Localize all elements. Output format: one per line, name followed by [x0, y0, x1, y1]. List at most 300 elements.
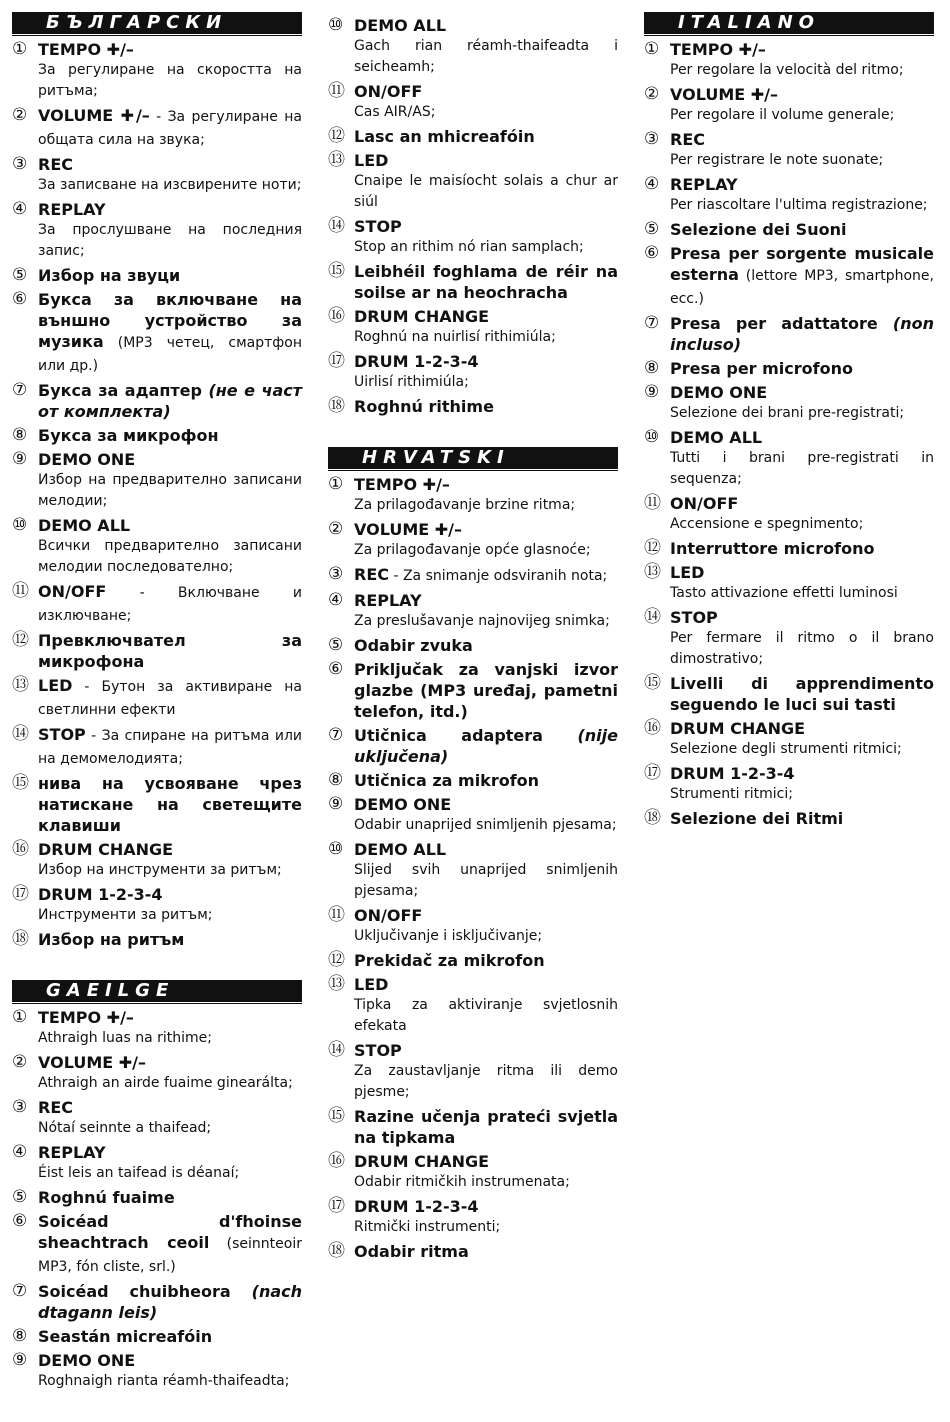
language-header: GAEILGE: [12, 980, 302, 1003]
item-body: [354, 905, 618, 947]
list-item: [12, 39, 302, 102]
item-description: Slijed svih unaprijed snimljenih pjesama;: [354, 862, 618, 899]
item-number: ⑥: [644, 243, 660, 263]
item-title: [38, 1187, 302, 1208]
item-body: [38, 1187, 302, 1208]
item-number: ⑭: [328, 1040, 345, 1060]
item-title-text: ON/OFF: [38, 582, 107, 601]
column-2: [328, 12, 618, 1292]
list-item: [12, 929, 302, 950]
item-title: [354, 1106, 618, 1148]
item-number: ⑭: [12, 724, 29, 744]
item-title: [670, 382, 934, 403]
item-description: Per fermare il ritmo o il brano dimostrativo;: [670, 630, 934, 667]
item-title-text: DRUM CHANGE: [354, 307, 490, 326]
item-body: [670, 39, 934, 81]
item-title-text: VOLUME ✚/–: [354, 520, 462, 539]
item-title: [38, 1142, 302, 1163]
item-title-text: VOLUME ✚/–: [38, 1053, 146, 1072]
list-item: [644, 607, 934, 670]
item-body: [38, 884, 302, 926]
item-note: (non incluso): [670, 314, 934, 354]
list-item: [12, 425, 302, 446]
item-title-text: DEMO ALL: [354, 840, 447, 859]
item-number: ⑥: [12, 1211, 28, 1231]
item-body: [38, 105, 302, 151]
list-item: [12, 1052, 302, 1094]
item-number: ⑩: [328, 15, 344, 35]
item-number: ③: [12, 154, 28, 174]
item-title-text: DEMO ONE: [354, 795, 452, 814]
item-number: ⑬: [328, 150, 345, 170]
item-title-text: DRUM 1-2-3-4: [38, 885, 163, 904]
item-title-text: Roghnú rithime: [354, 397, 494, 416]
item-number: ⑤: [328, 635, 344, 655]
list-item: [328, 564, 618, 587]
list-item: [644, 313, 934, 355]
list-item: [644, 673, 934, 715]
item-title: [38, 1052, 302, 1073]
item-number: ②: [12, 105, 28, 125]
item-number: ⑥: [328, 659, 344, 679]
item-number: ⑤: [644, 219, 660, 239]
item-description: Za prilagođavanje opće glasnoće;: [354, 542, 591, 558]
item-title-text: REPLAY: [38, 200, 106, 219]
item-body: [38, 380, 302, 422]
list-item: [12, 289, 302, 377]
list-item: [328, 1241, 618, 1262]
list-item: [644, 243, 934, 310]
item-body: [354, 306, 618, 348]
item-number: ⑮: [328, 1106, 345, 1126]
item-body: [354, 1040, 618, 1103]
item-title: [38, 39, 302, 60]
item-title-text: REC: [38, 155, 73, 174]
item-number: ⑯: [644, 718, 661, 738]
item-title-text: Livelli di apprendimento seguendo le luci sui tasti: [670, 674, 934, 714]
item-title-text: DEMO ALL: [354, 16, 447, 35]
item-inline-desc: (seinnteoir MP3, fón cliste, srl.): [38, 1236, 302, 1275]
item-title: [354, 351, 618, 372]
item-title-text: Selezione dei Suoni: [670, 220, 847, 239]
list-item: [12, 154, 302, 196]
item-title: [38, 154, 302, 175]
item-description: Selezione dei brani pre-registrati;: [670, 405, 905, 421]
list-item: [12, 105, 302, 151]
item-title-text: DRUM CHANGE: [38, 840, 174, 859]
item-title-text: LED: [354, 151, 389, 170]
item-description: За регулиране на скоростта на ритъма;: [38, 62, 302, 99]
item-number: ⑪: [328, 81, 345, 101]
item-number: ③: [328, 564, 344, 584]
item-body: [670, 243, 934, 310]
item-description: Za prilagođavanje brzine ritma;: [354, 497, 576, 513]
item-number: ⑱: [644, 808, 661, 828]
item-body: [354, 474, 618, 516]
list-item: [12, 1281, 302, 1323]
item-description: Uirlisí rithimiúla;: [354, 374, 469, 390]
item-title: [670, 493, 934, 514]
item-inline-desc: (MP3 четец, смартфон или др.): [38, 335, 302, 374]
item-inline-desc: - Za snimanje odsviranih nota;: [389, 568, 608, 584]
item-number: ①: [328, 474, 344, 494]
item-body: [670, 718, 934, 760]
item-number: ⑪: [328, 905, 345, 925]
item-title-text: Букса за микрофон: [38, 426, 219, 445]
item-title-text: Soicéad d'fhoinse sheachtrach ceoil: [38, 1212, 302, 1252]
list-item: [328, 126, 618, 147]
list-item: [644, 538, 934, 559]
item-body: [38, 1326, 302, 1347]
item-title: [670, 243, 934, 310]
item-title: [354, 396, 618, 417]
item-body: [38, 1281, 302, 1323]
item-title: [670, 84, 934, 105]
item-title-text: ON/OFF: [354, 82, 423, 101]
item-number: ⑱: [328, 1241, 345, 1261]
item-body: [38, 199, 302, 262]
item-number: ①: [12, 1007, 28, 1027]
item-title: [670, 427, 934, 448]
list-item: [328, 839, 618, 902]
item-body: [354, 564, 618, 587]
item-number: ⑬: [644, 562, 661, 582]
item-title: [354, 590, 618, 611]
list-item: [328, 635, 618, 656]
item-title-text: Interruttore microfono: [670, 539, 875, 558]
item-number: ⑮: [328, 261, 345, 281]
item-body: [38, 425, 302, 446]
item-title: [670, 39, 934, 60]
item-body: [38, 1211, 302, 1278]
item-title-text: нива на усвояване чрез натискане на светещите клавиши: [38, 774, 302, 835]
item-body: [670, 493, 934, 535]
item-description: Accensione e spegnimento;: [670, 516, 864, 532]
item-title-text: Soicéad chuibheora: [38, 1282, 231, 1301]
item-description: Éist leis an taifead is déanaí;: [38, 1165, 240, 1181]
item-title: [354, 1040, 618, 1061]
item-title: [38, 105, 302, 151]
item-title-text: VOLUME ✚/–: [670, 85, 778, 104]
item-title-text: Odabir ritma: [354, 1242, 469, 1261]
list-item: [328, 216, 618, 258]
item-title-text: DRUM 1-2-3-4: [354, 1197, 479, 1216]
item-number: ⑧: [12, 425, 28, 445]
item-body: [38, 929, 302, 950]
item-body: [354, 1241, 618, 1262]
item-description: Stop an rithim nó rian samplach;: [354, 239, 584, 255]
item-title-text: Seastán micreafóin: [38, 1327, 213, 1346]
item-body: [354, 590, 618, 632]
item-title: [354, 950, 618, 971]
item-title: [38, 289, 302, 377]
language-header: HRVATSKI: [328, 447, 618, 470]
item-title-text: REC: [354, 565, 389, 584]
list-item: [12, 581, 302, 627]
item-description: Per regolare la velocità del ritmo;: [670, 62, 904, 78]
item-number: ⑨: [12, 449, 28, 469]
item-number: ⑦: [12, 380, 28, 400]
item-description: Odabir ritmičkih instrumenata;: [354, 1174, 570, 1190]
item-title-text: LED: [354, 975, 389, 994]
item-body: [354, 519, 618, 561]
item-title-text: Leibhéil foghlama de réir na soilse ar na heochracha: [354, 262, 618, 302]
item-description: Za preslušavanje najnovijeg snimka;: [354, 613, 610, 629]
item-body: [38, 1007, 302, 1049]
language-header: БЪЛГАРСКИ: [12, 12, 302, 35]
item-title: [670, 538, 934, 559]
item-number: ⑨: [644, 382, 660, 402]
item-title-text: STOP: [354, 1041, 402, 1060]
list-item: [644, 808, 934, 829]
list-item: [328, 659, 618, 722]
item-number: ⑦: [644, 313, 660, 333]
item-number: ④: [12, 199, 28, 219]
item-title: [38, 515, 302, 536]
item-title-text: REPLAY: [670, 175, 738, 194]
item-body: [354, 794, 618, 836]
list-item: [12, 265, 302, 286]
item-body: [670, 763, 934, 805]
item-body: [38, 675, 302, 721]
list-item: [328, 770, 618, 791]
item-number: ⑦: [328, 725, 344, 745]
item-title: [354, 261, 618, 303]
language-section: [12, 12, 302, 950]
item-body: [38, 1350, 302, 1392]
item-title: [38, 265, 302, 286]
item-number: ③: [12, 1097, 28, 1117]
item-title-text: DRUM CHANGE: [354, 1152, 490, 1171]
item-inline-desc: - Бутон за активиране на светлинни ефекти: [38, 679, 302, 718]
item-description: Roghnú na nuirlisí rithimiúla;: [354, 329, 556, 345]
item-number: ⑬: [328, 974, 345, 994]
item-description: Cnaipe le maisíocht solais a chur ar siúl: [354, 173, 618, 210]
column-3: [644, 12, 934, 859]
item-body: [354, 1196, 618, 1238]
item-description: Cas AIR/AS;: [354, 104, 436, 120]
list-item: [328, 950, 618, 971]
list-item: [644, 562, 934, 604]
list-item: [12, 773, 302, 836]
language-section: [644, 12, 934, 829]
item-title-text: Selezione dei Ritmi: [670, 809, 844, 828]
list-item: [328, 1040, 618, 1103]
item-number: ⑰: [12, 884, 29, 904]
item-title-text: Razine učenja prateći svjetla na tipkama: [354, 1107, 618, 1147]
item-body: [670, 607, 934, 670]
list-item: [328, 261, 618, 303]
item-title-text: Roghnú fuaime: [38, 1188, 175, 1207]
item-title-text: Presa per sorgente musicale esterna: [670, 244, 934, 284]
item-body: [354, 150, 618, 213]
list-item: [328, 1196, 618, 1238]
item-title-text: STOP: [670, 608, 718, 627]
list-item: [12, 1007, 302, 1049]
item-title: [670, 673, 934, 715]
item-title: [354, 839, 618, 860]
item-title-text: Odabir zvuka: [354, 636, 473, 655]
item-title: [670, 358, 934, 379]
item-title-text: ON/OFF: [670, 494, 739, 513]
list-item: [12, 1350, 302, 1392]
language-section: [328, 447, 618, 1262]
item-title: [354, 519, 618, 540]
item-number: ④: [12, 1142, 28, 1162]
list-item: [328, 81, 618, 123]
item-title: [38, 839, 302, 860]
item-number: ⑫: [328, 126, 345, 146]
list-item: [328, 974, 618, 1037]
item-title: [670, 718, 934, 739]
language-section: [12, 980, 302, 1392]
item-body: [670, 427, 934, 490]
item-title-text: STOP: [38, 725, 86, 744]
item-body: [670, 219, 934, 240]
item-title: [38, 581, 302, 627]
item-description: Nótaí seinnte a thaifead;: [38, 1120, 212, 1136]
item-body: [38, 289, 302, 377]
item-body: [354, 1106, 618, 1148]
item-body: [354, 396, 618, 417]
item-number: ①: [12, 39, 28, 59]
item-title: [38, 773, 302, 836]
item-description: Tipka za aktiviranje svjetlosnih efekata: [354, 997, 618, 1034]
list-item: [12, 199, 302, 262]
item-body: [38, 1052, 302, 1094]
item-body: [670, 538, 934, 559]
item-title-text: Presa per adattatore: [670, 314, 878, 333]
item-title: [670, 129, 934, 150]
item-number: ⑰: [644, 763, 661, 783]
list-item: [644, 358, 934, 379]
item-title-text: REPLAY: [354, 591, 422, 610]
item-title: [354, 564, 618, 587]
item-description: Per registrare le note suonate;: [670, 152, 884, 168]
item-body: [38, 154, 302, 196]
list-item: [328, 905, 618, 947]
item-number: ⑧: [328, 770, 344, 790]
list-item: [328, 519, 618, 561]
language-header: ITALIANO: [644, 12, 934, 35]
list-item: [644, 493, 934, 535]
item-title: [38, 1097, 302, 1118]
item-description: Per regolare il volume generale;: [670, 107, 895, 123]
item-body: [38, 265, 302, 286]
item-title-text: VOLUME ✚/–: [38, 106, 150, 125]
item-body: [38, 724, 302, 770]
list-item: [644, 39, 934, 81]
list-item: [328, 725, 618, 767]
item-title: [354, 905, 618, 926]
list-item: [12, 1187, 302, 1208]
item-body: [354, 351, 618, 393]
item-description: Ritmički instrumenti;: [354, 1219, 501, 1235]
item-number: ⑰: [328, 351, 345, 371]
item-description: Uključivanje i isključivanje;: [354, 928, 543, 944]
list-item: [12, 630, 302, 672]
item-number: ⑮: [12, 773, 29, 793]
item-description: Odabir unaprijed snimljenih pjesama;: [354, 817, 617, 833]
list-item: [12, 1097, 302, 1139]
item-description: Strumenti ritmici;: [670, 786, 793, 802]
item-number: ⑱: [12, 929, 29, 949]
list-item: [644, 427, 934, 490]
item-number: ⑱: [328, 396, 345, 416]
item-title-text: TEMPO ✚/–: [38, 40, 134, 59]
item-title: [354, 306, 618, 327]
list-item: [12, 449, 302, 512]
item-title-text: DEMO ONE: [38, 450, 136, 469]
list-item: [328, 396, 618, 417]
item-title: [354, 725, 618, 767]
item-title-text: Priključak za vanjski izvor glazbe (MP3 uređaj, pametni telefon, itd.): [354, 660, 618, 721]
list-item: [12, 839, 302, 881]
item-body: [354, 839, 618, 902]
list-item: [328, 474, 618, 516]
item-title-text: DRUM 1-2-3-4: [354, 352, 479, 371]
item-title: [354, 974, 618, 995]
item-title-text: Избор на ритъм: [38, 930, 185, 949]
item-body: [670, 174, 934, 216]
item-number: ⑮: [644, 673, 661, 693]
item-title: [354, 1196, 618, 1217]
item-title-text: ON/OFF: [354, 906, 423, 925]
item-title: [38, 1211, 302, 1278]
item-body: [38, 515, 302, 578]
item-body: [38, 1142, 302, 1184]
list-item: [644, 718, 934, 760]
item-title: [38, 884, 302, 905]
item-inline-desc: - Включване и изключване;: [38, 585, 302, 624]
item-title: [38, 380, 302, 422]
item-description: Roghnaigh rianta réamh-thaifeadta;: [38, 1373, 290, 1389]
item-title-text: Presa per microfono: [670, 359, 853, 378]
item-body: [354, 770, 618, 791]
list-item: [644, 84, 934, 126]
list-item: [328, 794, 618, 836]
item-title-text: DEMO ONE: [670, 383, 768, 402]
list-item: [12, 1211, 302, 1278]
item-title-text: REC: [670, 130, 705, 149]
item-number: ⑬: [12, 675, 29, 695]
item-title: [354, 1151, 618, 1172]
item-number: ⑪: [644, 493, 661, 513]
list-item: [644, 763, 934, 805]
item-title: [670, 313, 934, 355]
item-number: ⑨: [12, 1350, 28, 1370]
item-body: [670, 313, 934, 355]
item-number: ④: [328, 590, 344, 610]
item-title-text: Букса за включване на външно устройство за музика: [38, 290, 302, 351]
item-number: ⑯: [12, 839, 29, 859]
item-number: ⑤: [12, 1187, 28, 1207]
item-title: [38, 1007, 302, 1028]
item-body: [354, 950, 618, 971]
item-number: ⑦: [12, 1281, 28, 1301]
item-body: [354, 126, 618, 147]
item-body: [354, 635, 618, 656]
item-body: [38, 1097, 302, 1139]
item-number: ⑤: [12, 265, 28, 285]
item-body: [670, 808, 934, 829]
list-item: [328, 1106, 618, 1148]
item-body: [354, 261, 618, 303]
list-item: [12, 1142, 302, 1184]
item-number: ⑫: [644, 538, 661, 558]
item-title-text: DRUM CHANGE: [670, 719, 806, 738]
list-item: [644, 219, 934, 240]
